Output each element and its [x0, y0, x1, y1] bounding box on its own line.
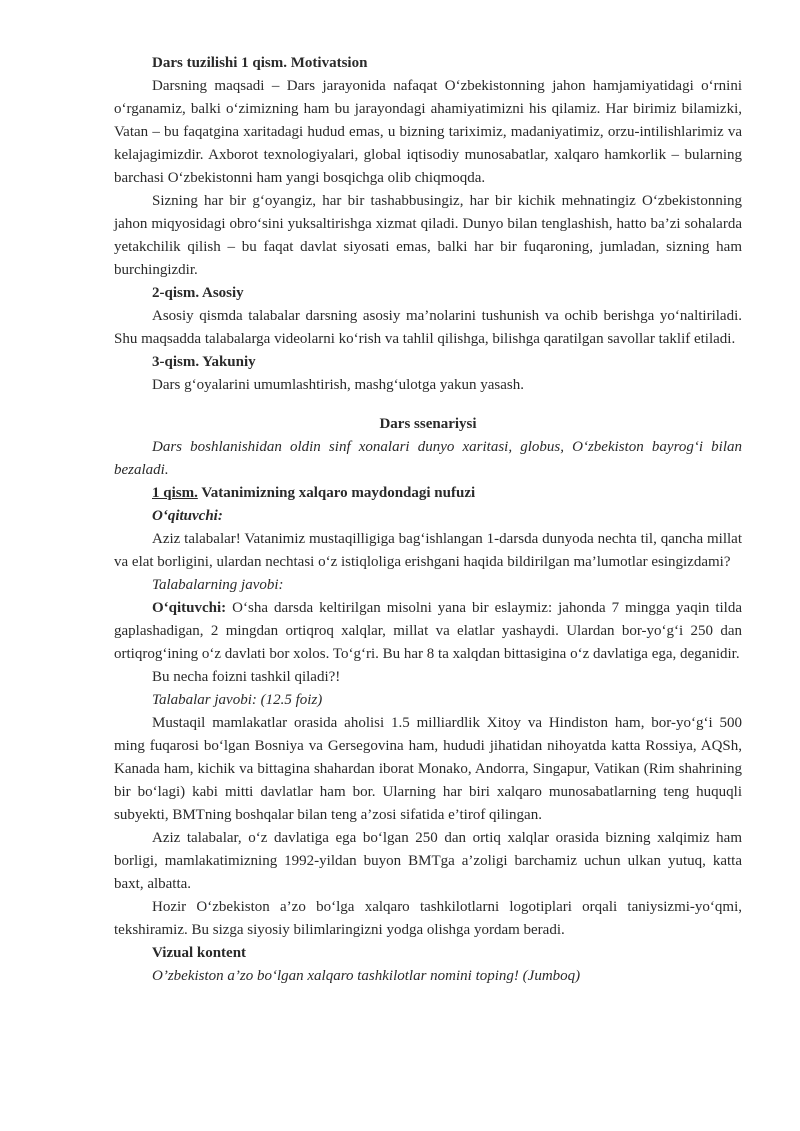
teacher-text-2: O‘sha darsda keltirilgan misolni yana bir eslaymiz: jahonda 7 mingga yaqin tilda gaplashadigan, 2 mingdan ortiqroq xalqlar, millat va elatlar yashaydi. Ulardan bor-yo‘g‘i 250 dan ortiqrog‘ining o‘z davlati bor xolos. To‘g‘ri. Bu har 8 ta xalqdan bittasigina o‘z davlatiga ega, deganidir. — [114, 600, 742, 662]
teacher-label-inline: O‘qituvchi: — [152, 600, 227, 616]
un-membership-paragraph: Aziz talabalar, o‘z davlatiga ega bo‘lgan 250 dan ortiq xalqlar orasida bizning xalqimiz ham borligi, mamlakatimizning 1992-yildan buyon BMTga a’zoligi barchamiz uchun ulkan yutuq, katta baxt, albatta. — [114, 830, 742, 892]
visual-content-task: O’zbekiston a’zo bo‘lgan xalqaro tashkilotlar nomini toping! (Jumboq) — [152, 968, 581, 984]
section-label: 1 qism. — [152, 485, 198, 501]
part2-paragraph: Asosiy qismda talabalar darsning asosiy ma’nolarini tushunish va ochib berishga yo‘naltiriladi. Shu maqsadda talabalarga videolarni ko‘rish va tahlil qilishga, bilishga qaratilgan savollar taklif etiladi. — [114, 308, 742, 347]
scenario-intro: Dars boshlanishidan oldin sinf xonalari dunyo xaritasi, globus, O‘zbekiston bayrog‘i bilan bezaladi. — [114, 439, 742, 478]
teacher-paragraph-2 — [114, 597, 742, 666]
teacher-label: O‘qituvchi: — [152, 508, 223, 524]
part2-heading: 2-qism. Asosiy — [152, 285, 244, 301]
part1-paragraph-2: Sizning har bir g‘oyangiz, har bir tashabbusingiz, har bir kichik mehnatingiz O‘zbekistonning jahon miqyosidagi obro‘sini yuksaltirishga xizmat qiladi. Dunyo bilan tenglashish, hatto ba’zi sohalarda yetakchilik qilish – bu faqat davlat siyosati emas, balki har bir fuqaroning, jumladan, sizning ham burchingizdir. — [114, 193, 742, 278]
part1-paragraph-1: Darsning maqsadi – Dars jarayonida nafaqat O‘zbekistonning jahon hamjamiyatidagi o‘rnini o‘rganamiz, balki o‘zimizning ham bu jarayondagi ahamiyatimizni his qilamiz. Har birimiz bilamizki, Vatan – bu faqatgina xaritadagi hudud emas, u bizning tariximiz, madaniyatimiz, orzu-intilishlarimiz va kelajagimizdir. Axborot texnologiyalari, global iqtisodiy munosabatlar, xalqaro hamkorlik – bularning barchasi O‘zbekistonni ham yangi bosqichga olib chiqmoqda. — [114, 78, 742, 186]
teacher-question-1: Aziz talabalar! Vatanimiz mustaqilligiga bag‘ishlangan 1-darsda dunyoda nechta til, qancha millat va elat borligini, ulardan nechtasi o‘z istiqloliga erishgani haqida bildirilgan ma’lumotlar esingizdami? — [114, 531, 742, 570]
section-title: Vatanimizning xalqaro maydondagi nufuzi — [197, 485, 476, 501]
part3-heading: 3-qism. Yakuniy — [152, 354, 256, 370]
part1-heading: Dars tuzilishi 1 qism. Motivatsion — [152, 55, 368, 71]
scenario-title: Dars ssenariysi — [379, 416, 477, 432]
section-heading — [114, 482, 742, 505]
spacer — [114, 397, 742, 413]
countries-paragraph: Mustaqil mamlakatlar orasida aholisi 1.5 milliardlik Xitoy va Hindiston ham, bor-yo‘g‘i 500 ming fuqarosi bo‘lgan Bosniya va Gersegovina ham, hududi jihatidan nihoyatda katta Rossiya, AQSh, Kanada ham, kichik va bittagina shahardan iborat Monako, Andorra, Singapur, Vatikan (Rim shahrining bir bo‘lagi) kabi mitti davlatlar ham bor. Ularning har biri xalqaro munosabatlarning teng huquqli subyekti, BMTning boshqalar bilan teng a’zosi sifatida e’tirof qilingan. — [114, 715, 742, 823]
logos-paragraph: Hozir O‘zbekiston a’zo bo‘lga xalqaro tashkilotlarni logotiplari orqali taniysizmi-yo‘qmi, tekshiramiz. Bu sizga siyosiy bilimlaringizni yodga olishga yordam beradi. — [114, 899, 742, 938]
part3-paragraph: Dars g‘oyalarini umumlashtirish, mashg‘ulotga yakun yasash. — [152, 377, 525, 393]
students-answer-2: Talabalar javobi: (12.5 foiz) — [152, 692, 323, 708]
students-answer-label: Talabalarning javobi: — [152, 577, 284, 593]
percent-question: Bu necha foizni tashkil qiladi?! — [152, 669, 341, 685]
visual-content-heading: Vizual kontent — [152, 945, 247, 961]
